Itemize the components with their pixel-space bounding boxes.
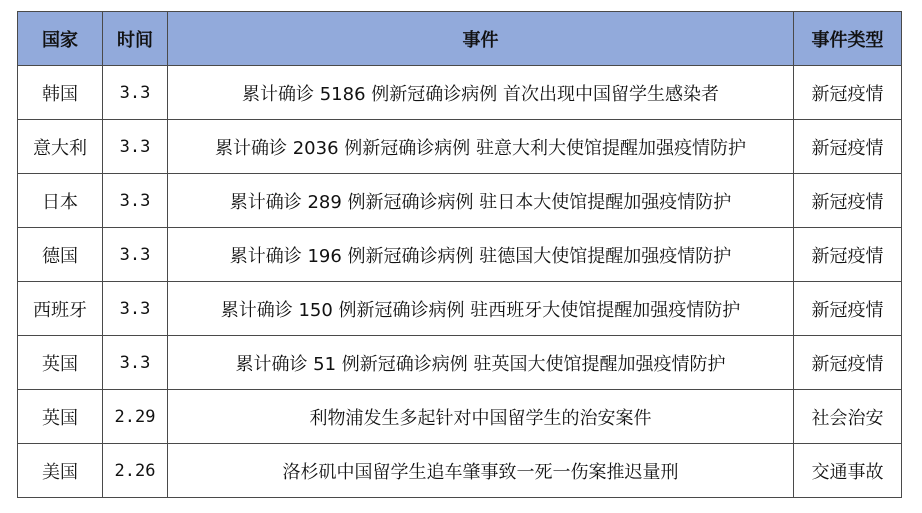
cell-event: 累计确诊 2036 例新冠确诊病例 驻意大利大使馆提醒加强疫情防护 — [168, 120, 794, 174]
table-row — [18, 120, 902, 174]
cell-country: 美国 — [18, 444, 103, 498]
cell-event: 累计确诊 5186 例新冠确诊病例 首次出现中国留学生感染者 — [168, 66, 794, 120]
cell-type: 新冠疫情 — [794, 228, 902, 282]
cell-type: 新冠疫情 — [794, 282, 902, 336]
cell-country: 日本 — [18, 174, 103, 228]
cell-event: 累计确诊 150 例新冠确诊病例 驻西班牙大使馆提醒加强疫情防护 — [168, 282, 794, 336]
cell-country: 英国 — [18, 336, 103, 390]
cell-time: 3.3 — [103, 120, 168, 174]
table-row — [18, 174, 902, 228]
cell-time: 2.29 — [103, 390, 168, 444]
cell-time: 2.26 — [103, 444, 168, 498]
cell-event: 洛杉矶中国留学生追车肇事致一死一伤案推迟量刑 — [168, 444, 794, 498]
cell-time: 3.3 — [103, 282, 168, 336]
table-row — [18, 282, 902, 336]
header-time: 时间 — [103, 12, 168, 66]
cell-event: 累计确诊 289 例新冠确诊病例 驻日本大使馆提醒加强疫情防护 — [168, 174, 794, 228]
cell-event: 累计确诊 196 例新冠确诊病例 驻德国大使馆提醒加强疫情防护 — [168, 228, 794, 282]
cell-country: 意大利 — [18, 120, 103, 174]
cell-type: 新冠疫情 — [794, 66, 902, 120]
cell-country: 韩国 — [18, 66, 103, 120]
header-row — [18, 12, 902, 66]
cell-time: 3.3 — [103, 336, 168, 390]
table-row — [18, 336, 902, 390]
header-event: 事件 — [168, 12, 794, 66]
cell-time: 3.3 — [103, 228, 168, 282]
cell-country: 英国 — [18, 390, 103, 444]
table-body — [18, 66, 902, 498]
cell-type: 交通事故 — [794, 444, 902, 498]
events-table-container — [17, 11, 902, 498]
table-row — [18, 66, 902, 120]
header-type: 事件类型 — [794, 12, 902, 66]
table-row — [18, 390, 902, 444]
table-row — [18, 444, 902, 498]
cell-event: 利物浦发生多起针对中国留学生的治安案件 — [168, 390, 794, 444]
cell-type: 新冠疫情 — [794, 174, 902, 228]
cell-time: 3.3 — [103, 66, 168, 120]
events-table — [17, 11, 902, 498]
table-header — [18, 12, 902, 66]
table-row — [18, 228, 902, 282]
cell-country: 西班牙 — [18, 282, 103, 336]
cell-type: 社会治安 — [794, 390, 902, 444]
header-country: 国家 — [18, 12, 103, 66]
cell-type: 新冠疫情 — [794, 336, 902, 390]
cell-country: 德国 — [18, 228, 103, 282]
cell-time: 3.3 — [103, 174, 168, 228]
cell-type: 新冠疫情 — [794, 120, 902, 174]
cell-event: 累计确诊 51 例新冠确诊病例 驻英国大使馆提醒加强疫情防护 — [168, 336, 794, 390]
